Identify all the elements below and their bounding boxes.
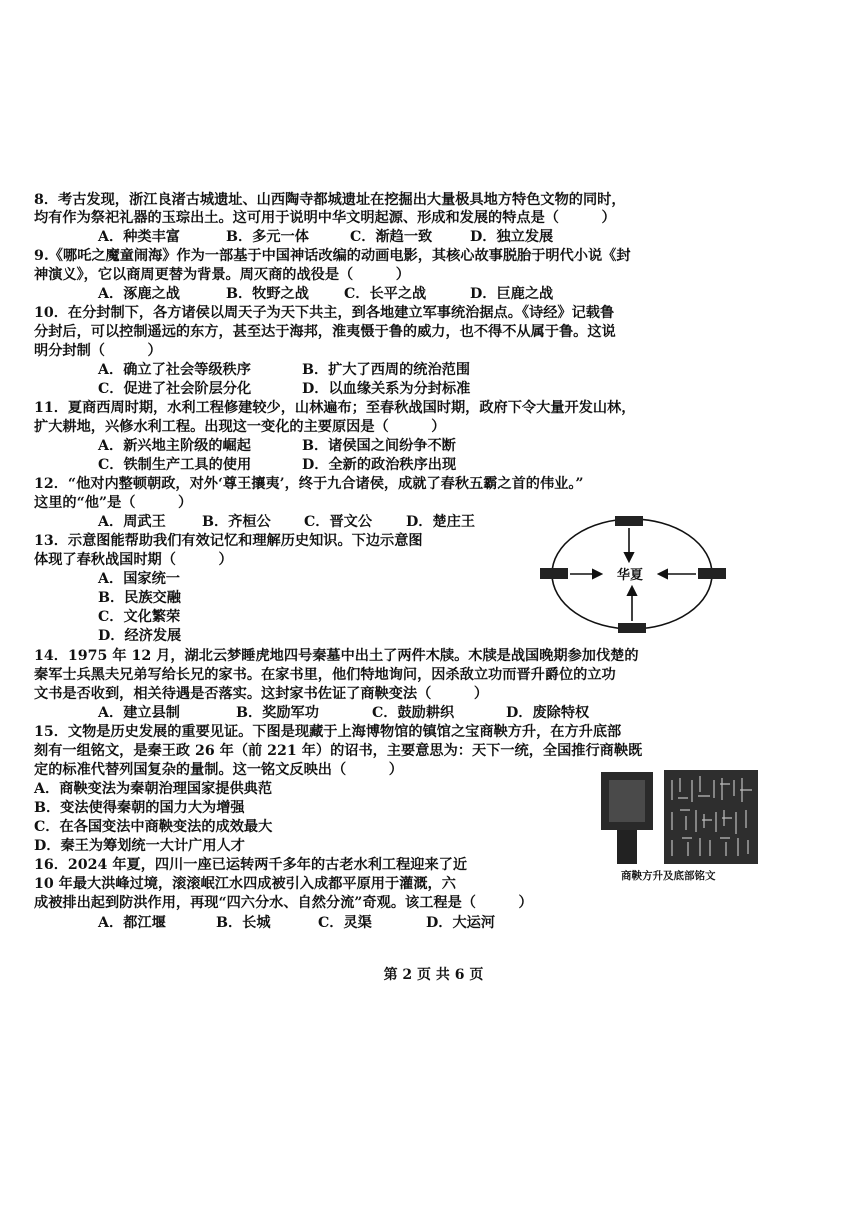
q10-option-d[interactable]: D．以血缘关系为分封标准 [302, 381, 471, 397]
q11-option-c[interactable]: C．铁制生产工具的使用 [98, 457, 252, 473]
q14-option-b[interactable]: B．奖励军功 [236, 705, 319, 721]
q10-line1: 10．在分封制下，各方诸侯以周天子为天下共主，到各地建立军事统治据点。《诗经》记载鲁 [34, 305, 615, 321]
q13-line1: 13．示意图能帮助我们有效记忆和理解历史知识。下边示意图 [34, 533, 423, 549]
q14-line1: 14．1975 年 12 月，湖北云梦睡虎地四号秦墓中出土了两件木牍。木牍是战国晚期参加伐楚的 [34, 648, 639, 664]
q15-option-d[interactable]: D．秦王为筹划统一大计广用人才 [34, 838, 245, 854]
photo-caption: 商鞅方升及底部铭文 [621, 870, 716, 882]
q12-option-c[interactable]: C．晋文公 [304, 514, 373, 530]
q8-option-c[interactable]: C．渐趋一致 [350, 229, 433, 245]
q12-option-d[interactable]: D．楚庄王 [406, 514, 476, 530]
q16-option-b[interactable]: B．长城 [216, 915, 271, 931]
diagram-box-bottom [618, 623, 646, 633]
q11-option-d[interactable]: D．全新的政治秩序出现 [302, 457, 457, 473]
q15-option-a[interactable]: A．商鞅变法为秦朝治理国家提供典范 [34, 781, 273, 797]
q9-option-b[interactable]: B．牧野之战 [226, 286, 309, 302]
q8-option-a[interactable]: A．种类丰富 [98, 229, 180, 245]
shang-yang-fangsheng-photo [600, 770, 760, 866]
q10-option-a[interactable]: A．确立了社会等级秩序 [98, 362, 251, 378]
q16-line2: 10 年最大洪峰过境，滚滚岷江水四成被引入成都平原用于灌溉，六 [34, 876, 456, 892]
q16-option-a[interactable]: A．都江堰 [98, 915, 166, 931]
q15-option-c[interactable]: C．在各国变法中商鞅变法的成效最大 [34, 819, 273, 835]
q11-line2: 扩大耕地，兴修水利工程。出现这一变化的主要原因是（ ） [34, 419, 446, 435]
q16-line1: 16．2024 年夏，四川一座已运转两千多年的古老水利工程迎来了近 [34, 857, 468, 873]
q12-line2: 这里的“他”是（ ） [34, 495, 193, 511]
q9-line1: 9.《哪吒之魔童闹海》作为一部基于中国神话改编的动画电影，其核心故事脱胎于明代小说《封 [34, 248, 631, 264]
q10-option-b[interactable]: B．扩大了西周的统治范围 [302, 362, 471, 378]
q14-option-a[interactable]: A．建立县制 [98, 705, 180, 721]
q14-option-d[interactable]: D．废除特权 [506, 705, 590, 721]
q11-option-b[interactable]: B．诸侯国之间纷争不断 [302, 438, 456, 454]
q10-line2: 分封后，可以控制遥远的东方，甚至达于海邦，淮夷慑于鲁的威力，也不得不从属于鲁。这说 [34, 324, 616, 340]
q15-line1: 15．文物是历史发展的重要见证。下图是现藏于上海博物馆的镇馆之宝商鞅方升，在方升底部 [34, 724, 622, 740]
q14-line3: 文书是否收到，相关待遇是否落实。这封家书佐证了商鞅变法（ ） [34, 686, 489, 702]
q15-line3: 定的标准代替列国复杂的量制。这一铭文反映出（ ） [34, 762, 403, 778]
q8-line1: 8．考古发现，浙江良渚古城遗址、山西陶寺都城遗址在挖掘出大量极具地方特色文物的同时， [34, 192, 626, 208]
huaxia-diagram [536, 512, 734, 638]
q13-line2: 体现了春秋战国时期（ ） [34, 552, 233, 568]
q12-line1: 12．“他对内整顿朝政，对外‘尊王攘夷’，终于九合诸侯，成就了春秋五霸之首的伟业。” [34, 476, 584, 492]
q16-line3: 成被排出起到防洪作用，再现“四六分水、自然分流”奇观。该工程是（ ） [34, 895, 533, 911]
q16-option-d[interactable]: D．大运河 [426, 915, 496, 931]
q13-option-a[interactable]: A．国家统一 [98, 571, 180, 587]
q12-option-b[interactable]: B．齐桓公 [202, 514, 271, 530]
q13-option-d[interactable]: D．经济发展 [98, 628, 182, 644]
q11-line1: 11．夏商西周时期，水利工程修建较少，山林遍布；至春秋战国时期，政府下令大量开发山林， [34, 400, 636, 416]
q10-line3: 明分封制（ ） [34, 343, 162, 359]
page-footer: 第 2 页 共 6 页 [383, 967, 484, 983]
q9-option-c[interactable]: C．长平之战 [344, 286, 427, 302]
q10-option-c[interactable]: C．促进了社会阶层分化 [98, 381, 252, 397]
q9-option-d[interactable]: D．巨鹿之战 [470, 286, 554, 302]
diagram-box-right [698, 568, 726, 579]
q14-option-c[interactable]: C．鼓励耕织 [372, 705, 455, 721]
q15-line2: 刻有一组铭文，是秦王政 26 年（前 221 年）的诏书，主要意思为：天下一统，全国推行商鞅既 [34, 743, 643, 759]
diagram-center-label: 华夏 [616, 568, 644, 583]
q9-option-a[interactable]: A．涿鹿之战 [98, 286, 180, 302]
q13-option-b[interactable]: B．民族交融 [98, 590, 181, 606]
q9-line2: 神演义》，它以商周更替为背景。周灭商的战役是（ ） [34, 267, 410, 283]
q12-option-a[interactable]: A．周武王 [98, 514, 166, 530]
q8-option-b[interactable]: B．多元一体 [226, 229, 309, 245]
q11-option-a[interactable]: A．新兴地主阶级的崛起 [98, 438, 251, 454]
diagram-box-top [615, 516, 643, 526]
q8-line2: 均有作为祭祀礼器的玉琮出土。这可用于说明中华文明起源、形成和发展的特点是（ ） [34, 210, 616, 226]
q8-option-d[interactable]: D．独立发展 [470, 229, 554, 245]
inscription-photo [664, 770, 758, 864]
q14-line2: 秦军士兵黑夫兄弟写给长兄的家书。在家书里，他们特地询问，因杀敌立功而晋升爵位的立功 [34, 667, 616, 683]
diagram-box-left [540, 568, 568, 579]
q16-option-c[interactable]: C．灵渠 [318, 915, 372, 931]
q15-option-b[interactable]: B．变法使得秦朝的国力大为增强 [34, 800, 245, 816]
q13-option-c[interactable]: C．文化繁荣 [98, 609, 181, 625]
